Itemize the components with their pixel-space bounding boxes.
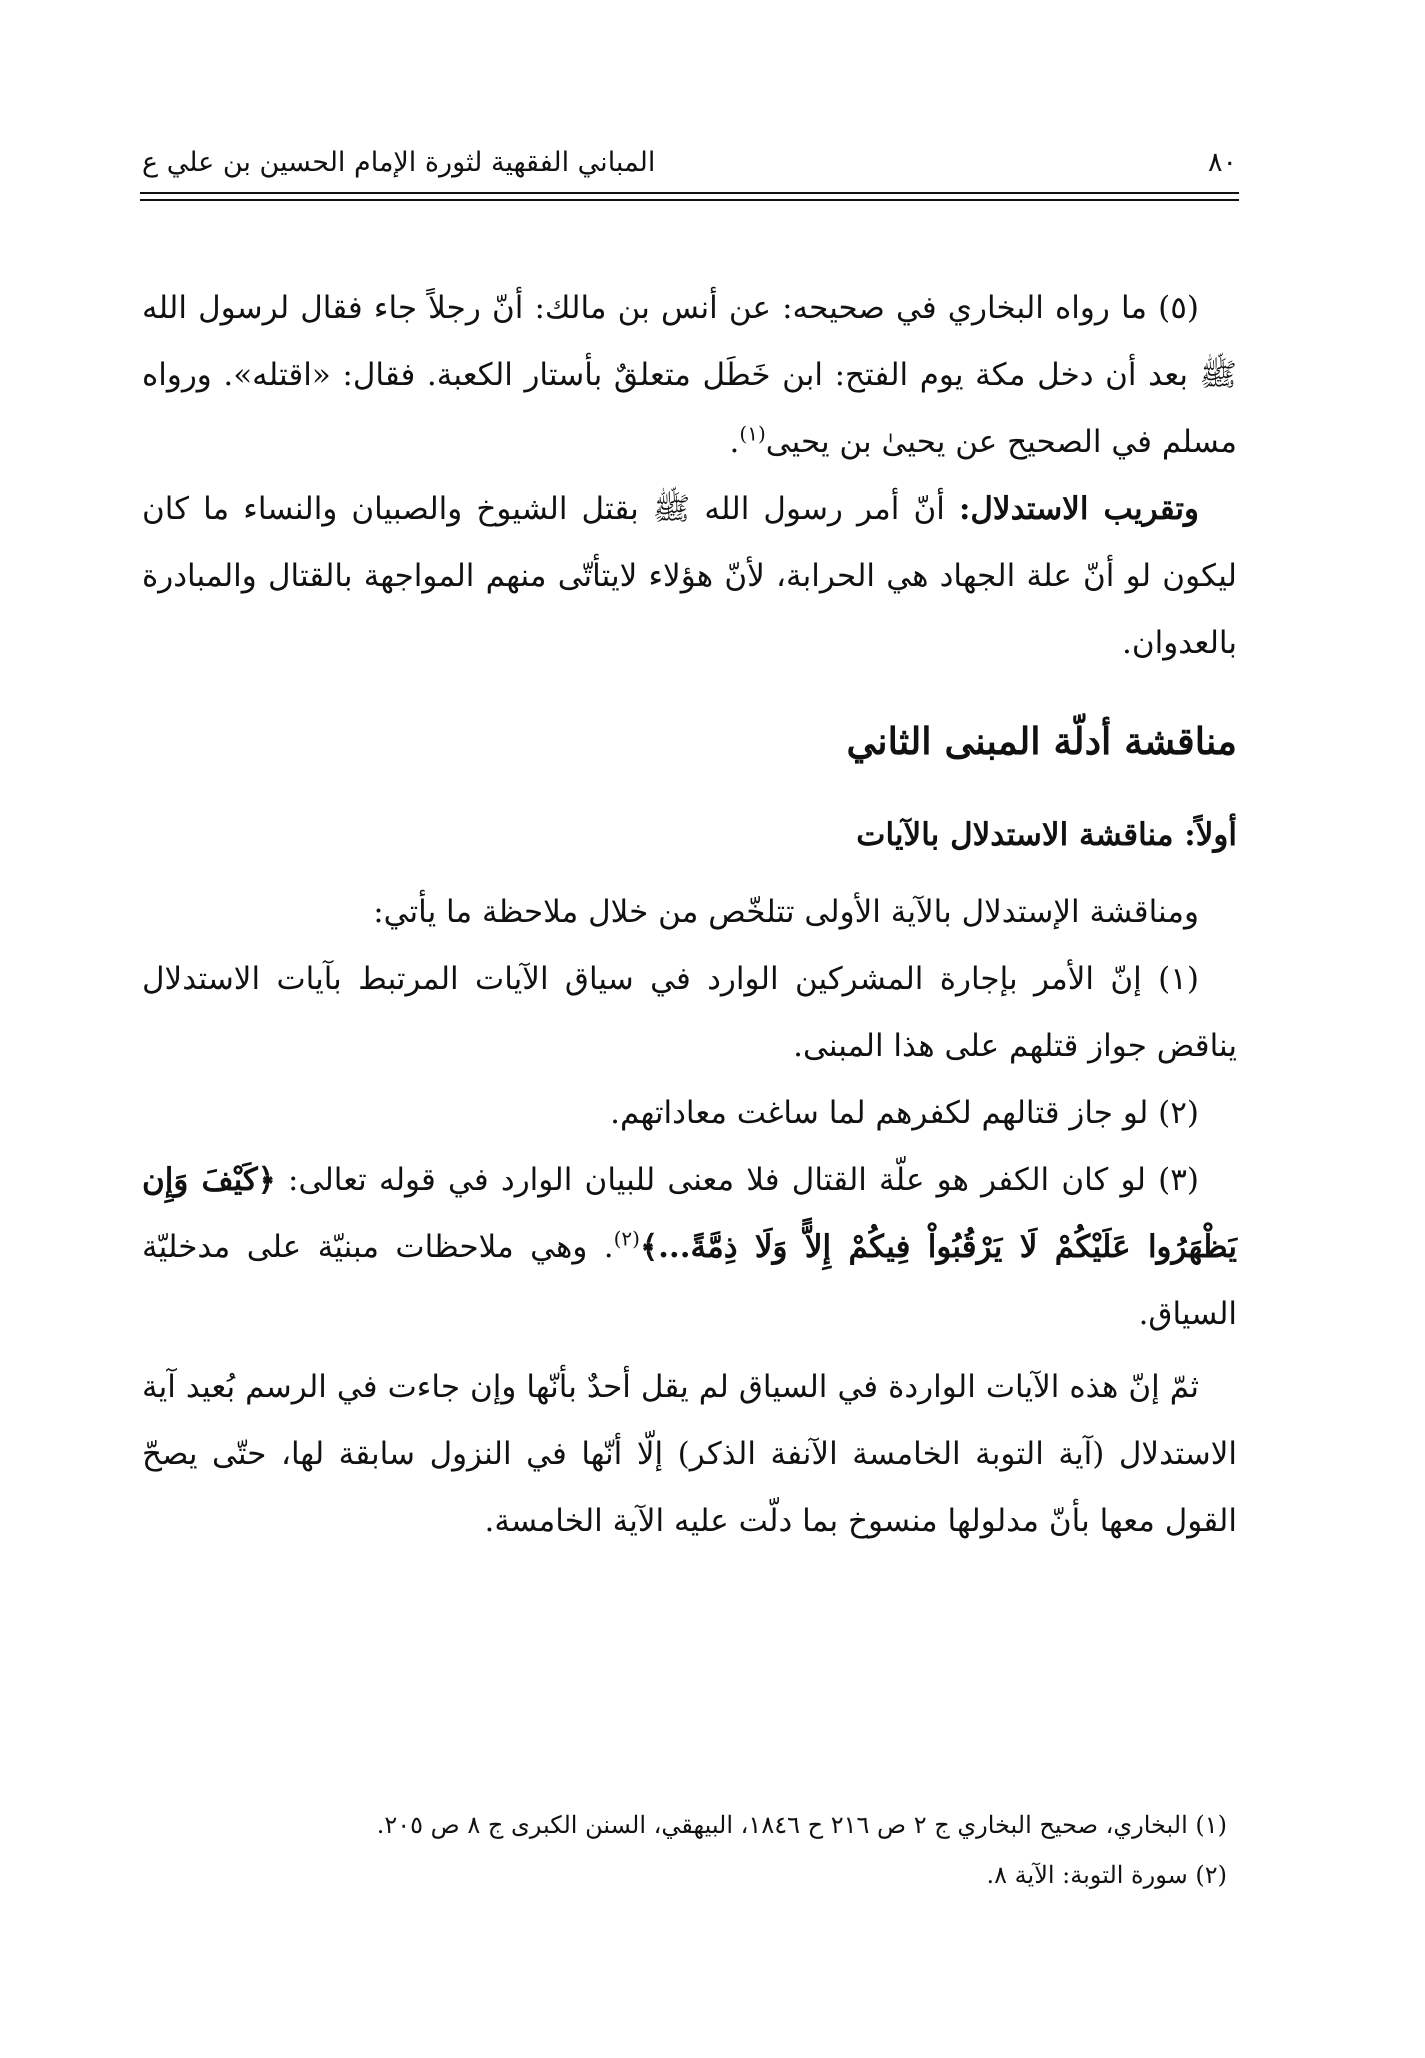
paragraph-intro: ومناقشة الإستدلال بالآية الأولى تتلخّص من خلال ملاحظة ما يأتي: bbox=[373, 894, 1199, 930]
point-2: (٢) لو جاز قتالهم لكفرهم لما ساغت معاداتهم. bbox=[610, 1095, 1199, 1131]
footnote-ref-2: (٢) bbox=[613, 1226, 640, 1251]
paragraph-hadith-text: (٥) ما رواه البخاري في صحيحه: عن أنس بن مالك: أنّ رجلاً جاء فقال لرسول الله ﷺ بعد أن دخل مكة يوم الفتح: ابن خَطَل متعلقٌ بأستار الكعبة. فقال: «اقتله». ورواه مسلم في الصحيح عن يحيىٰ بن يحيى bbox=[142, 290, 1237, 460]
argument-text: أنّ أمر رسول الله ﷺ بقتل الشيوخ والصبيان والنساء ما كان ليكون لو أنّ علة الجهاد هي الحرابة، لأنّ هؤلاء لايتأتّى منهم المواجهة بالقتال والمبادرة بالعدوان. bbox=[142, 491, 1237, 661]
footnotes bbox=[142, 1800, 1237, 1900]
point-3-text-a: (٣) لو كان الكفر هو علّة القتال فلا معنى للبيان الوارد في قوله تعالى: bbox=[275, 1162, 1199, 1198]
paragraph-conclusion: ثمّ إنّ هذه الآيات الواردة في السياق لم يقل أحدٌ بأنّها وإن جاءت في الرسم بُعيد آية الاستدلال (آية التوبة الخامسة الآنفة الذكر) إلّا أنّها في النزول سابقة لها، حتّى يصحّ القول معها بأنّ مدلولها منسوخ بما دلّت عليه الآية الخامسة. bbox=[142, 1369, 1237, 1539]
point-1: (١) إنّ الأمر بإجارة المشركين الوارد في سياق الآيات المرتبط بآيات الاستدلال يناقض جواز قتلهم على هذا المبنى. bbox=[142, 961, 1237, 1064]
argument-lead: وتقريب الاستدلال: bbox=[958, 491, 1199, 527]
footnote-ref-1: (١) bbox=[739, 421, 766, 446]
section-title: مناقشة أدلّة المبنى الثاني bbox=[846, 719, 1237, 763]
footnote-2: (٢) سورة التوبة: الآية ٨. bbox=[986, 1861, 1227, 1889]
main-text bbox=[142, 275, 1237, 1555]
page-header bbox=[142, 138, 1237, 186]
header-rule-bottom bbox=[140, 199, 1239, 201]
footnote-1: (١) البخاري، صحيح البخاري ج ٢ ص ٢١٦ ح ١٨٤٦، البيهقي، السنن الكبرى ج ٨ ص ٢٠٥. bbox=[376, 1811, 1227, 1839]
page-number: ٨٠ bbox=[1207, 146, 1237, 178]
point-3 bbox=[142, 1147, 1237, 1348]
paragraph-hadith-end: . bbox=[729, 424, 740, 460]
running-title: المباني الفقهية لثورة الإمام الحسين بن علي ع bbox=[142, 146, 656, 178]
paragraph-argument bbox=[142, 476, 1237, 677]
header-rule-top bbox=[140, 192, 1239, 194]
quran-verse: ﴿كَيْفَ وَإِن يَظْهَرُوا عَلَيْكُمْ لَا يَرْقُبُواْ فِيكُمْ إِلاًّ وَلَا ذِمَّةً...﴾ bbox=[142, 1162, 1237, 1265]
point-3-text-b: . وهي ملاحظات مبنيّة على مدخليّة السياق. bbox=[142, 1229, 1237, 1332]
paragraph-hadith bbox=[142, 275, 1237, 476]
subsection-title: أولاً: مناقشة الاستدلال بالآيات bbox=[856, 817, 1237, 853]
